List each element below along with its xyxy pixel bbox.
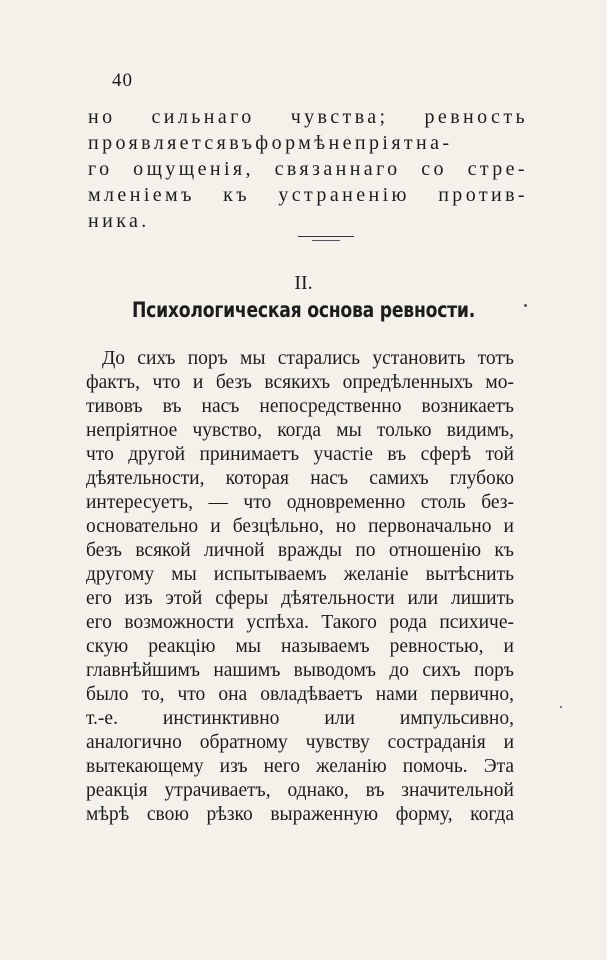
section-divider-short — [312, 240, 340, 241]
paragraph-line-5: что другой принимаетъ участіе въ сферѣ той — [86, 444, 514, 465]
paragraph-line-13: скую реакцію мы называемъ ревностью, и — [86, 636, 514, 657]
intro-line-1: но сильнаго чувства; ревность — [88, 106, 528, 128]
paragraph-line-18: вытекающему изъ него желанію помочь. Эта — [86, 756, 514, 777]
paragraph-line-10: другому мы испытываемъ желаніе вытѣснить — [86, 564, 514, 585]
paragraph-line-19: реакція утрачиваетъ, однако, въ значительной — [86, 780, 514, 801]
paragraph-line-16: т.-е. инстинктивно или импульсивно, — [86, 708, 514, 729]
paragraph-line-12: его возможности успѣха. Такого рода психиче- — [86, 612, 514, 633]
section-divider — [298, 236, 354, 237]
page-number: 40 — [112, 70, 133, 91]
paragraph-line-15: было то, что она овладѣваетъ нами первично, — [86, 684, 514, 705]
paragraph-line-11: его изъ этой сферы дѣятельности или лишить — [86, 588, 514, 609]
ink-speck — [524, 304, 527, 307]
paragraph-line-2: фактъ, что и безъ всякихъ опредѣленныхъ мо- — [86, 372, 514, 393]
intro-line-4: мленіемъ къ устраненію против- — [88, 184, 528, 206]
paragraph-line-3: тивовъ въ насъ непосредственно возникаетъ — [86, 396, 514, 417]
intro-line-3: го ощущенія, связаннаго со стре- — [88, 158, 528, 180]
paragraph-line-6: дѣятельности, которая насъ самихъ глубоко — [86, 468, 514, 489]
paragraph-line-14: главнѣйшимъ нашимъ выводомъ до сихъ поръ — [86, 660, 514, 681]
paragraph-line-20: мѣрѣ свою рѣзко выраженную форму, когда — [86, 804, 514, 825]
section-title: Психологическая основа ревности. — [131, 298, 476, 322]
intro-line-2: проявляетсявъформѣнепріятна- — [88, 132, 453, 154]
section-number: II. — [294, 272, 313, 294]
paragraph-line-9: безъ всякой личной вражды по отношенію къ — [86, 540, 514, 561]
paragraph-line-7: интересуетъ, — что одновременно столь без- — [86, 492, 514, 513]
paragraph-line-17: аналогично обратному чувству состраданія и — [86, 732, 514, 753]
paragraph-line-4: непріятное чувство, когда мы только видимъ, — [86, 420, 514, 441]
paragraph-line-8: основательно и безцѣльно, но первоначально и — [86, 516, 514, 537]
ink-speck-small — [560, 706, 562, 708]
paragraph-line-1: До сихъ поръ мы старались установить тотъ — [102, 348, 514, 369]
intro-line-5: ника. — [88, 210, 150, 232]
